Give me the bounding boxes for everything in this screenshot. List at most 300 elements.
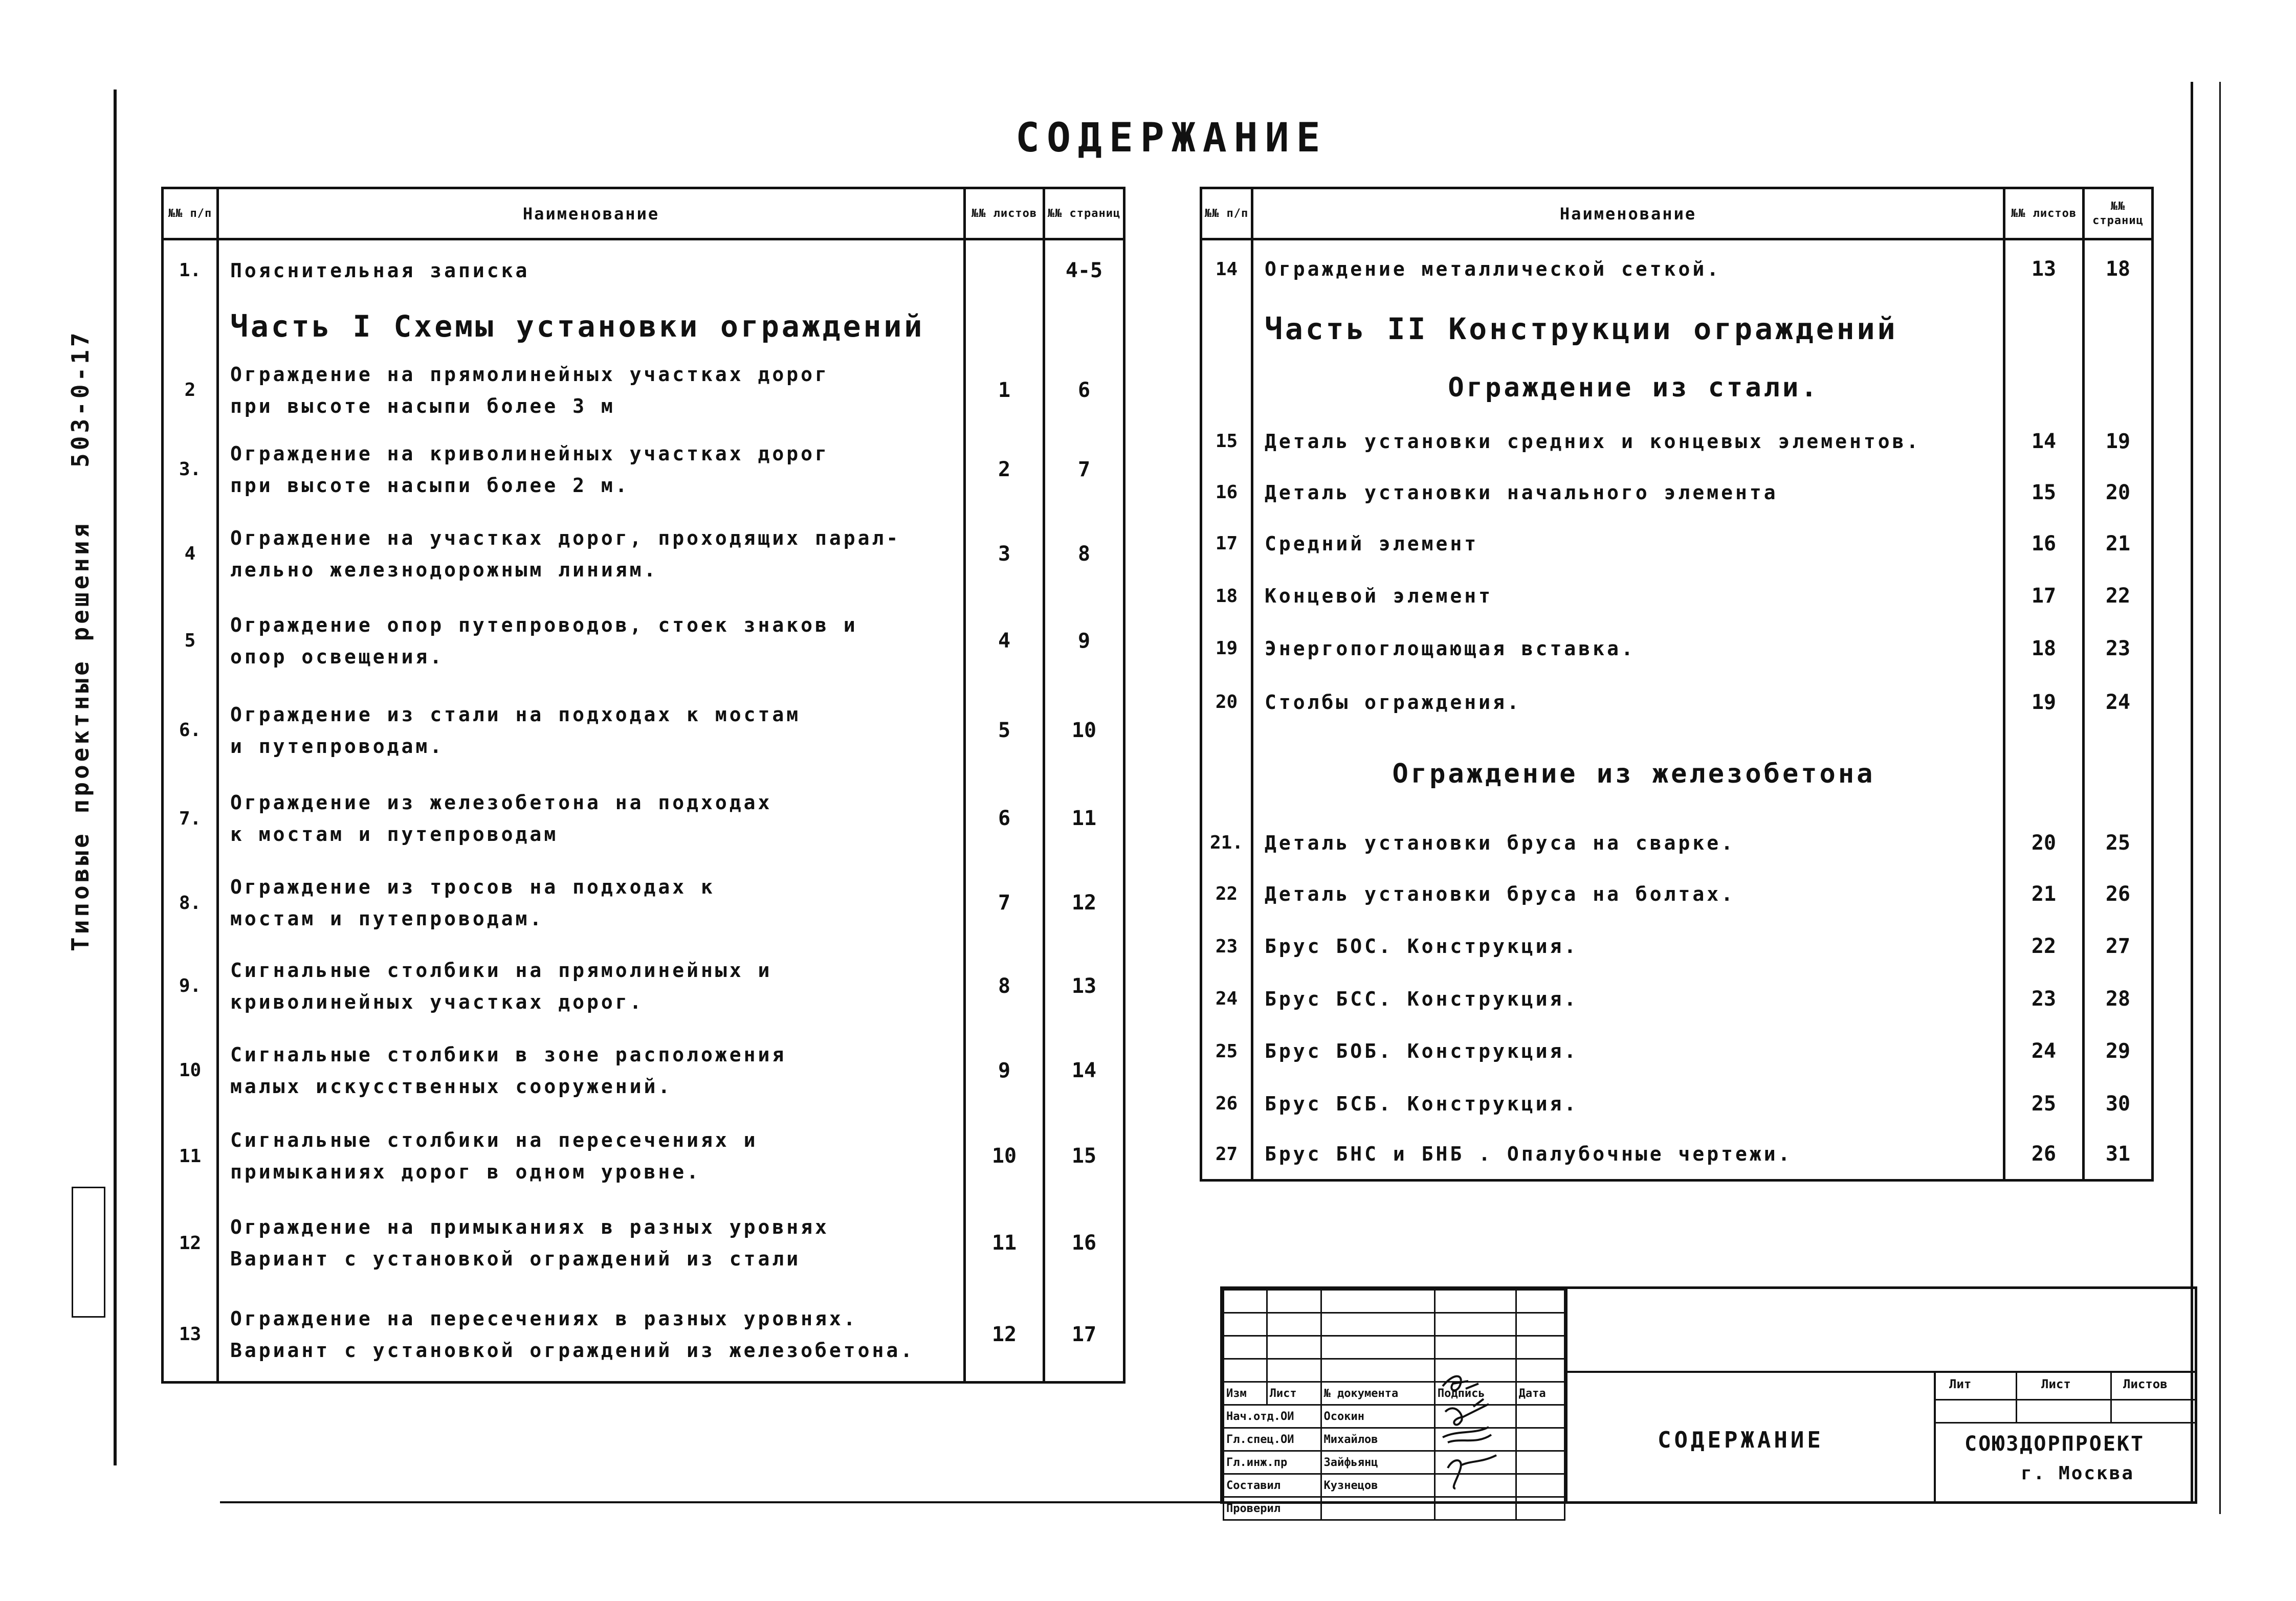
toc-row xyxy=(163,597,1124,684)
row-page xyxy=(1044,301,1124,352)
stamp-cols-line xyxy=(1934,1399,2195,1400)
row-title xyxy=(218,1027,965,1114)
col-num-header: №№ п/п xyxy=(163,188,218,239)
row-page-text: 29 xyxy=(2105,1039,2131,1063)
row-number xyxy=(163,1027,218,1114)
stamp-col-lit: Лит xyxy=(1949,1377,1972,1391)
row-title-line: Брус БОС. Конструкция. xyxy=(1265,935,1579,958)
row-number-text: 26 xyxy=(1215,1093,1238,1114)
row-sheet xyxy=(2004,869,2084,920)
toc-row xyxy=(163,429,1124,510)
row-number-text: 2 xyxy=(184,380,196,401)
stamp-divider-2 xyxy=(1934,1371,1936,1501)
row-page-text: 18 xyxy=(2105,257,2131,281)
row-sheet xyxy=(2004,416,2084,467)
row-title-line: Вариант с установкой ограждений из железобетона. xyxy=(230,1339,915,1362)
row-page-text: 27 xyxy=(2105,935,2131,958)
row-number xyxy=(1201,869,1252,920)
col-sheets-header: №№ листов xyxy=(965,188,1044,239)
toc-row xyxy=(1201,817,2153,869)
row-number xyxy=(1201,920,1252,973)
row-sheet xyxy=(2004,920,2084,973)
toc-row xyxy=(1201,1078,2153,1129)
row-number-text: 12 xyxy=(179,1232,202,1254)
stamp-role: Гл.инж.пр xyxy=(1224,1451,1321,1474)
stamp-role: Нач.отд.ОИ xyxy=(1224,1405,1321,1428)
row-title-line: Ограждение на пересечениях в разных уровнях. xyxy=(230,1307,858,1330)
stamp-col-list: Лист xyxy=(2041,1377,2071,1391)
row-page xyxy=(1044,510,1124,597)
row-page-text: 17 xyxy=(1071,1322,1097,1346)
row-number-text: 5 xyxy=(184,630,196,651)
row-number-text: 3. xyxy=(179,459,202,480)
stamp-cols-line-2 xyxy=(1934,1422,2195,1424)
toc-row xyxy=(1201,298,2153,360)
row-page-text: 30 xyxy=(2105,1092,2131,1116)
frame-left-line xyxy=(114,90,117,1465)
toc-row xyxy=(163,1114,1124,1198)
row-title xyxy=(218,597,965,684)
row-title xyxy=(1252,1129,2004,1181)
row-page-text: 20 xyxy=(2105,480,2131,504)
row-sheet-text: 17 xyxy=(2031,584,2057,608)
toc-row xyxy=(1201,973,2153,1025)
row-title xyxy=(1252,467,2004,518)
row-title-line: Ограждение из стали на подходах к мостам xyxy=(230,703,801,726)
row-title xyxy=(218,684,965,776)
row-sheet xyxy=(2004,1129,2084,1181)
row-page-text: 12 xyxy=(1071,891,1097,915)
row-sheet xyxy=(965,1114,1044,1198)
row-number xyxy=(1201,569,1252,623)
row-page xyxy=(1044,1027,1124,1114)
row-page xyxy=(2084,973,2153,1025)
row-page xyxy=(1044,1198,1124,1288)
stamp-role: Проверил xyxy=(1224,1497,1321,1520)
col-num-header: №№ п/п xyxy=(1201,188,1252,239)
toc-row xyxy=(1201,239,2153,298)
row-page-text: 4-5 xyxy=(1065,258,1103,282)
row-sheet-text: 21 xyxy=(2031,882,2057,906)
row-title xyxy=(1252,1025,2004,1078)
row-sheet-text: 7 xyxy=(998,891,1011,915)
row-sheet xyxy=(965,861,1044,945)
stamp-head-sign: Подпись xyxy=(1434,1382,1516,1405)
row-page xyxy=(1044,352,1124,429)
toc-row xyxy=(163,301,1124,352)
toc-row xyxy=(163,352,1124,429)
row-title-line: Деталь установки бруса на сварке. xyxy=(1265,831,1735,854)
row-page xyxy=(1044,684,1124,776)
row-title xyxy=(218,1288,965,1383)
row-number-text: 17 xyxy=(1215,533,1238,554)
row-number xyxy=(163,1288,218,1383)
toc-row xyxy=(1201,869,2153,920)
row-number-text: 20 xyxy=(1215,692,1238,713)
row-page xyxy=(1044,429,1124,510)
row-number-text: 21. xyxy=(1209,832,1244,853)
row-title xyxy=(1252,920,2004,973)
row-page-text: 31 xyxy=(2105,1142,2131,1166)
row-title xyxy=(1252,298,2004,360)
toc-row xyxy=(1201,416,2153,467)
row-number xyxy=(1201,973,1252,1025)
row-title-line: опор освещения. xyxy=(230,645,445,668)
row-title xyxy=(218,352,965,429)
row-page xyxy=(2084,569,2153,623)
row-number xyxy=(1201,817,1252,869)
row-title xyxy=(1252,416,2004,467)
row-sheet xyxy=(2004,569,2084,623)
row-sheet xyxy=(2004,298,2084,360)
row-title xyxy=(1252,1078,2004,1129)
col-pages-header: №№ страниц xyxy=(1044,188,1124,239)
row-sheet xyxy=(965,945,1044,1027)
side-label xyxy=(67,294,94,951)
stamp-person xyxy=(1321,1497,1434,1520)
frame-right-outer-line xyxy=(2219,82,2221,1514)
row-page-text: 6 xyxy=(1077,378,1091,402)
row-number xyxy=(163,684,218,776)
row-title-line: Ограждение из железобетона xyxy=(1392,758,1875,789)
row-page-text: 16 xyxy=(1071,1231,1097,1255)
row-sheet xyxy=(2004,1025,2084,1078)
toc-row xyxy=(163,239,1124,301)
signatures-image xyxy=(1438,1371,1514,1494)
row-page xyxy=(2084,730,2153,817)
row-page-text: 28 xyxy=(2105,987,2131,1011)
row-sheet-text: 19 xyxy=(2031,690,2057,714)
stamp-person: Михайлов xyxy=(1321,1428,1434,1451)
row-number xyxy=(163,301,218,352)
row-sheet xyxy=(965,352,1044,429)
row-title-line: Столбы ограждения. xyxy=(1265,691,1521,714)
row-page xyxy=(2084,674,2153,730)
row-page xyxy=(2084,416,2153,467)
row-number xyxy=(163,597,218,684)
row-title xyxy=(218,301,965,352)
row-title-line: Сигнальные столбики на пересечениях и xyxy=(230,1129,758,1151)
col-name-header: Наименование xyxy=(218,188,965,239)
row-number xyxy=(1201,623,1252,674)
row-number-text: 11 xyxy=(179,1145,202,1167)
row-title xyxy=(1252,730,2004,817)
row-sheet xyxy=(2004,239,2084,298)
stamp-col-listov: Листов xyxy=(2123,1377,2168,1391)
row-number xyxy=(1201,1129,1252,1181)
row-number-text: 25 xyxy=(1215,1040,1238,1062)
stamp-head-date: Дата xyxy=(1516,1382,1564,1405)
row-sheet-text: 24 xyxy=(2031,1039,2057,1063)
row-page xyxy=(1044,239,1124,301)
row-page-text: 10 xyxy=(1071,718,1097,742)
row-sheet-text: 25 xyxy=(2031,1092,2057,1116)
row-page xyxy=(1044,861,1124,945)
row-sheet-text: 23 xyxy=(2031,987,2057,1011)
row-title-line: Ограждение на криволинейных участках дорог xyxy=(230,442,829,465)
row-number xyxy=(1201,239,1252,298)
row-number xyxy=(163,1198,218,1288)
row-title xyxy=(218,861,965,945)
stamp-head-doc: № документа xyxy=(1321,1382,1434,1405)
row-sheet xyxy=(2004,1078,2084,1129)
row-sheet xyxy=(965,776,1044,861)
project-code: 503-0-17 xyxy=(67,329,94,468)
row-sheet xyxy=(2004,674,2084,730)
row-page xyxy=(1044,776,1124,861)
toc-row xyxy=(1201,623,2153,674)
row-sheet xyxy=(2004,518,2084,569)
row-page xyxy=(1044,945,1124,1027)
row-title-line: Ограждение опор путепроводов, стоек знаков и xyxy=(230,613,858,636)
toc-row xyxy=(163,1027,1124,1114)
stamp-col-div xyxy=(2016,1371,2017,1422)
row-title-line: мостам и путепроводам. xyxy=(230,907,544,930)
row-page xyxy=(1044,597,1124,684)
row-sheet-text: 20 xyxy=(2031,831,2057,855)
row-sheet xyxy=(965,1027,1044,1114)
toc-row xyxy=(163,1198,1124,1288)
row-title xyxy=(218,510,965,597)
toc-row xyxy=(163,510,1124,597)
row-page xyxy=(2084,360,2153,416)
row-number-text: 7. xyxy=(179,808,202,829)
row-title-line: Средний элемент xyxy=(1265,532,1479,555)
row-sheet-text: 1 xyxy=(998,378,1011,402)
row-page-text: 11 xyxy=(1071,807,1097,830)
row-number-text: 16 xyxy=(1215,482,1238,503)
row-title-line: Пояснительная записка xyxy=(230,259,530,282)
row-page-text: 13 xyxy=(1071,974,1097,998)
row-page-text: 21 xyxy=(2105,531,2131,555)
row-title-line: Ограждение на прямолинейных участках дорог xyxy=(230,363,829,386)
row-title xyxy=(218,945,965,1027)
row-page xyxy=(2084,467,2153,518)
row-title xyxy=(1252,674,2004,730)
row-sheet xyxy=(2004,623,2084,674)
row-title-line: Ограждение на примыканиях в разных уровнях xyxy=(230,1216,829,1238)
stamp-org: СОЮЗДОРПРОЕКТ xyxy=(1964,1432,2145,1456)
stamp-head-list: Лист xyxy=(1267,1382,1321,1405)
row-number-text: 27 xyxy=(1215,1143,1238,1165)
row-number xyxy=(1201,518,1252,569)
row-page xyxy=(2084,1129,2153,1181)
stamp-col-div-2 xyxy=(2110,1371,2112,1422)
row-title-line: при высоте насыпи более 2 м. xyxy=(230,474,630,497)
row-sheet xyxy=(2004,730,2084,817)
row-title-line: криволинейных участках дорог. xyxy=(230,990,644,1013)
row-sheet-text: 14 xyxy=(2031,429,2057,453)
row-title-line: Сигнальные столбики на прямолинейных и xyxy=(230,959,772,982)
row-title-line: Брус БОБ. Конструкция. xyxy=(1265,1040,1579,1062)
row-title xyxy=(1252,239,2004,298)
stamp-person: Кузнецов xyxy=(1321,1474,1434,1497)
row-title xyxy=(1252,869,2004,920)
row-number-text: 13 xyxy=(179,1324,202,1345)
toc-table-left xyxy=(161,187,1125,1384)
row-sheet xyxy=(2004,467,2084,518)
stamp-doc-title: СОДЕРЖАНИЕ xyxy=(1658,1427,1824,1453)
row-title-line: Концевой элемент xyxy=(1265,585,1493,607)
row-sheet-text: 4 xyxy=(998,629,1011,653)
toc-row xyxy=(1201,569,2153,623)
row-title-line: Сигнальные столбики в зоне расположения xyxy=(230,1043,787,1066)
row-title-line: Энергопоглощающая вставка. xyxy=(1265,637,1636,660)
row-page-text: 19 xyxy=(2105,429,2131,453)
row-page-text: 7 xyxy=(1077,457,1091,481)
row-number-text: 24 xyxy=(1215,988,1238,1009)
toc-row xyxy=(1201,518,2153,569)
row-number xyxy=(1201,1025,1252,1078)
row-title xyxy=(1252,623,2004,674)
row-sheet-text: 10 xyxy=(991,1144,1017,1168)
row-sheet-text: 5 xyxy=(998,718,1011,742)
row-sheet-text: 9 xyxy=(998,1058,1011,1082)
row-title xyxy=(218,1198,965,1288)
toc-row xyxy=(1201,1129,2153,1181)
margin-stub-box xyxy=(72,1187,105,1318)
row-sheet xyxy=(965,597,1044,684)
row-page-text: 9 xyxy=(1077,629,1091,653)
row-title-line: лельно железнодорожным линиям. xyxy=(230,558,658,581)
row-title-line: Ограждение из железобетона на подходах xyxy=(230,791,772,814)
toc-table-right xyxy=(1200,187,2154,1182)
row-title xyxy=(1252,817,2004,869)
row-number-text: 23 xyxy=(1215,936,1238,957)
row-sheet-text: 11 xyxy=(991,1231,1017,1255)
row-number xyxy=(163,776,218,861)
toc-row xyxy=(1201,920,2153,973)
row-title xyxy=(1252,569,2004,623)
row-sheet-text: 2 xyxy=(998,457,1011,481)
row-page-text: 26 xyxy=(2105,882,2131,906)
row-number-text: 6. xyxy=(179,720,202,741)
toc-row xyxy=(1201,674,2153,730)
stamp-divider xyxy=(1565,1289,1568,1501)
row-page xyxy=(1044,1288,1124,1383)
row-title-line: Деталь установки бруса на болтах. xyxy=(1265,882,1735,905)
col-sheets-header: №№ листов xyxy=(2004,188,2084,239)
row-sheet xyxy=(2004,360,2084,416)
row-title-line: Часть II Конструкции ограждений xyxy=(1265,311,1898,346)
toc-row xyxy=(163,1288,1124,1383)
row-page-text: 25 xyxy=(2105,831,2131,855)
row-title xyxy=(218,776,965,861)
row-page xyxy=(2084,1025,2153,1078)
row-sheet-text: 12 xyxy=(991,1322,1017,1346)
row-title-line: Деталь установки средних и концевых элементов. xyxy=(1265,430,1921,453)
row-title xyxy=(218,1114,965,1198)
stamp-mid-line xyxy=(1565,1371,2195,1373)
row-title-line: к мостам и путепроводам xyxy=(230,823,559,846)
row-page-text: 15 xyxy=(1071,1144,1097,1168)
row-sheet-text: 8 xyxy=(998,974,1011,998)
row-page xyxy=(2084,920,2153,973)
toc-row xyxy=(1201,730,2153,817)
row-number xyxy=(1201,1078,1252,1129)
row-sheet-text: 6 xyxy=(998,807,1011,830)
row-sheet xyxy=(965,429,1044,510)
row-page xyxy=(2084,623,2153,674)
stamp-person: Осокин xyxy=(1321,1405,1434,1428)
row-page xyxy=(1044,1114,1124,1198)
row-number-text: 8. xyxy=(179,892,202,914)
row-page xyxy=(2084,298,2153,360)
row-sheet-text: 18 xyxy=(2031,636,2057,660)
series-label: Типовые проектные решения xyxy=(67,520,94,951)
row-title xyxy=(1252,360,2004,416)
row-number xyxy=(1201,730,1252,817)
toc-row xyxy=(163,684,1124,776)
row-sheet xyxy=(965,301,1044,352)
row-title xyxy=(1252,518,2004,569)
row-number xyxy=(163,352,218,429)
row-page-text: 24 xyxy=(2105,690,2131,714)
row-title-line: малых искусственных сооружений. xyxy=(230,1075,673,1098)
row-title-line: примыканиях дорог в одном уровне. xyxy=(230,1161,701,1183)
row-sheet-text: 13 xyxy=(2031,257,2057,281)
row-sheet-text: 22 xyxy=(2031,935,2057,958)
row-title xyxy=(218,429,965,510)
row-title-line: Брус БНС и БНБ . Опалубочные чертежи. xyxy=(1265,1143,1793,1166)
row-page xyxy=(2084,1078,2153,1129)
row-number xyxy=(163,510,218,597)
row-page xyxy=(2084,518,2153,569)
row-title-line: Вариант с установкой ограждений из стали xyxy=(230,1248,801,1270)
row-sheet xyxy=(2004,973,2084,1025)
toc-row xyxy=(1201,360,2153,416)
row-number-text: 18 xyxy=(1215,585,1238,607)
toc-row xyxy=(163,776,1124,861)
row-sheet xyxy=(965,510,1044,597)
row-number xyxy=(1201,467,1252,518)
row-sheet xyxy=(965,239,1044,301)
row-page xyxy=(2084,869,2153,920)
row-title xyxy=(218,239,965,301)
row-title-line: Ограждение из тросов на подходах к xyxy=(230,876,715,898)
row-number-text: 9. xyxy=(179,975,202,996)
row-number-text: 22 xyxy=(1215,883,1238,904)
row-title-line: Ограждение из стали. xyxy=(1448,372,1820,403)
row-sheet-text: 3 xyxy=(998,542,1011,566)
title-block xyxy=(1220,1286,2197,1515)
row-title-line: Ограждение на участках дорог, проходящих парал- xyxy=(230,526,901,549)
row-page xyxy=(2084,817,2153,869)
stamp-role: Гл.спец.ОИ xyxy=(1224,1428,1321,1451)
row-number-text: 10 xyxy=(179,1060,202,1081)
row-number-text: 4 xyxy=(184,543,196,564)
row-number xyxy=(163,945,218,1027)
row-title-line: и путепроводам. xyxy=(230,735,445,758)
row-sheet xyxy=(965,1198,1044,1288)
col-name-header: Наименование xyxy=(1252,188,2004,239)
stamp-person: Зайфьянц xyxy=(1321,1451,1434,1474)
stamp-city: г. Москва xyxy=(2021,1463,2135,1484)
row-number xyxy=(163,429,218,510)
row-number-text: 1. xyxy=(179,260,202,281)
row-number xyxy=(1201,416,1252,467)
row-sheet-text: 15 xyxy=(2031,480,2057,504)
row-number-text: 15 xyxy=(1215,431,1238,452)
stamp-role: Составил xyxy=(1224,1474,1321,1497)
row-title-line: Деталь установки начального элемента xyxy=(1265,481,1778,504)
row-number xyxy=(1201,298,1252,360)
row-title-line: при высоте насыпи более 3 м xyxy=(230,394,615,417)
row-number xyxy=(163,1114,218,1198)
row-sheet-text: 26 xyxy=(2031,1142,2057,1166)
row-number-text: 14 xyxy=(1215,258,1238,280)
row-page-text: 23 xyxy=(2105,636,2131,660)
